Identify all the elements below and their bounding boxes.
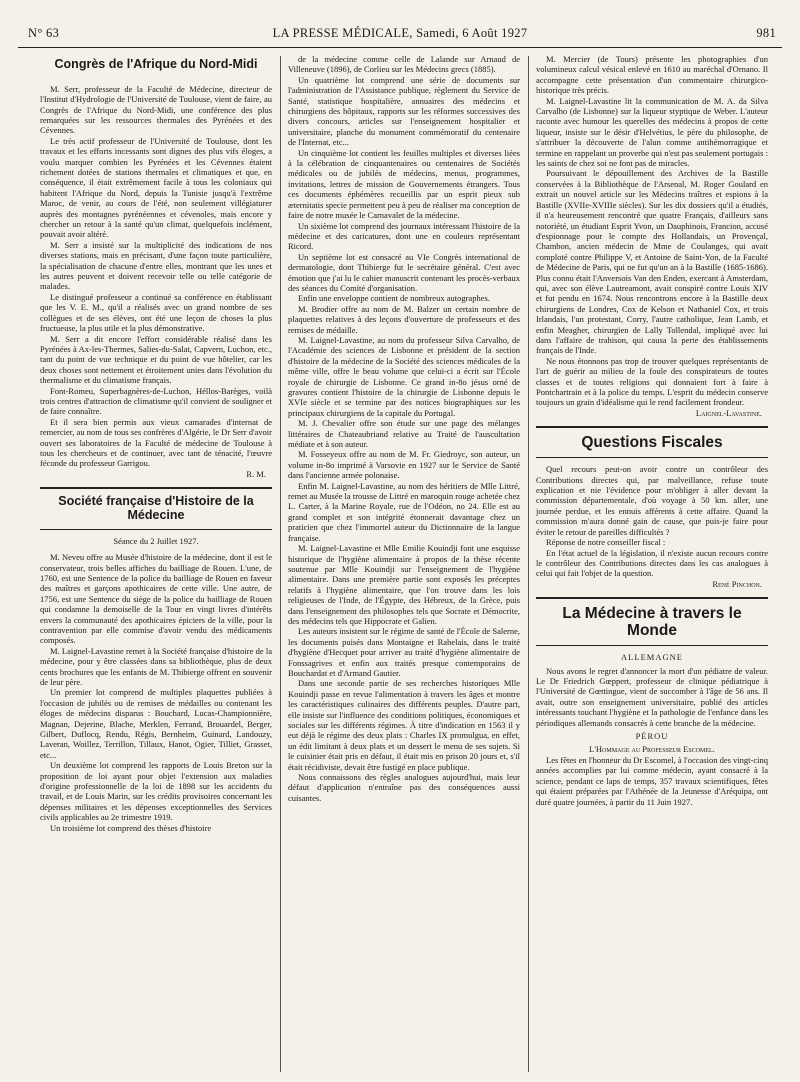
columns [40, 54, 780, 1074]
paragraph: Et il sera bien permis aux vieux camarades d'internat de remercier, au nom de tous ses confrères d'Algérie, le Dr Serr d'avoir ouvert ses laboratoires de la Faculté de médecine de Toulouse à tous les chercheurs et de continuer, avec tant de ténacité, l'œuvre féconde du professeur Garrigou. [40, 416, 272, 469]
title-rule [536, 457, 768, 458]
societe-article-end [536, 54, 768, 408]
journal-title: LA PRESSE MÉDICALE, Samedi, 6 Août 1927 [272, 26, 528, 40]
article-separator [536, 597, 768, 599]
pinchon-signature: René Pinchon. [712, 578, 762, 589]
paragraph: M. Laignel-Lavastine et Mlle Emilie Kouindji font une esquisse historique de l'hygiène alimentaire à propos de la thèse récente soutenue par Mlle Kouindji sur l'enseignement de l'hygiène alimentaire. Dans une première partie sont exposés les préceptes relatifs à l'hygiène alimentaire, que l'on trouve dans les lois religieuses de l'Inde, de l'Égypte, des Hébreux, de la Grèce, puis dans l'enseignement des philosophes tels que Socrate et Démocrite, des médecins tels que Hippocrate et Galien. [288, 543, 520, 626]
seance-date: Séance du 2 Juillet 1927. [113, 535, 199, 546]
article-separator [40, 487, 272, 489]
paragraph: M. Serr a insisté sur la multiplicité des indications de nos diverses stations, mais en précisant, d'une façon toute particulière, la spécialisation de chacune d'entre elles, montrant que les unes et les autres peuvent et doivent recevoir telle ou telle catégorie de malades. [40, 239, 272, 292]
header-rule [18, 47, 782, 48]
paragraph: Nous connaissons des règles analogues aujourd'hui, mais leur défaut d'application n'entraîne pas des conséquences aussi cuisantes. [288, 772, 520, 803]
paragraph: M. Laignel-Lavastine lit la communication de M. A. da Silva Carvalho (de Lisbonne) sur la liqueur styptique de Weber. L'auteur raconte avec humour les querelles des médecins à propos de cette liqueur, insiste sur le désir d'Helvétius, le père du philosophe, de s'attribuer la découverte de l'alun comme antihémorragique et termine en rappelant un proverbe qui n'est pas seulement portugais : les saints de chez soi ne font pas de miracles. [536, 95, 768, 169]
paragraph: M. Neveu offre au Musée d'histoire de la médecine, dont il est le conservateur, trois belles affiches du bailliage de Rouen. L'une, de 1760, est une Sentence de la police du bailliage de Rouen en faveur des maîtres et garçons apothicaires de cette ville. Une autre, de 1756, est une Sentence du siège de la police du bailliage de Rouen qui condamne la demoiselle de la Tour en vingt livres d'intérêts envers la communauté des apothicaires épiciers de la ville, pour la contravention par elle commise d'avoir vendu des médicaments composés. [40, 552, 272, 646]
societe-article-continued [288, 54, 520, 803]
paragraph: Un sixième lot comprend des journaux intéressant l'histoire de la médecine et des caricatures, dont une en couleurs représentant Ricord. [288, 220, 520, 252]
paragraph: Un premier lot comprend de multiples plaquettes publiées à l'occasion de jubilés ou de remises de médailles ou contenant les éloges de médecins disparus : Bouchard, Lucas-Championnière, Magnan, Dejerine, Blache, Merklen, Ferrand, Brouardel, Berger, Gilbert, Duflocq, Rendu, Régis, Bernheim, Guinard, Landouzy, Laveran, Woillez, Terrillon, Tillaux, Hanot, Ogier, Tilliet, Grasset, etc... [40, 687, 272, 760]
hommage-heading: L'Hommage au Professeur Escomel. [589, 744, 715, 755]
paragraph: M. Serr a dit encore l'effort considérable réalisé dans les Pyrénées à Ax-les-Thermes, Salies-du-Salat, Capvern, Luchon, etc., tant du point de vue technique et du point de vue hôtelier, car les deux choses sont nettement et étroitement unies dans l'évolution du thermalisme et du climatisme français. [40, 333, 272, 386]
congres-article [40, 84, 272, 469]
paragraph: M. Laignel-Lavastine, au nom du professeur Silva Carvalho, de l'Académie des sciences de Lisbonne et président de la section d'histoire de la médecine de la Société des sciences médicales de la même ville, offre le beau volume que celui-ci a écrit sur l'École royale de chirurgie de Lisbonne. Ce grand in-8o jésus orné de gravures contient l'histoire de la chirurgie de Lisbonne depuis le XVIe siècle et se termine par des notices biographiques sur les principaux chirurgiens de la capitale du Portugal. [288, 334, 520, 418]
paragraph: M. Laignel-Lavastine remet à la Société française d'histoire de la médecine, pour y être classées dans sa bibliothèque, plus de deux cents brochures que les enfants de M. Thibierge offrent en souvenir de leur père. [40, 645, 272, 687]
title-rule [40, 529, 272, 530]
column-2 [288, 54, 520, 1074]
paragraph: de la médecine comme celle de Lalande sur Arnaud de Villeneuve (1896), de Corlieu sur les Médecins grecs (1885). [288, 54, 520, 75]
title-rule [536, 645, 768, 646]
questions-fiscales-title: Questions Fiscales [581, 434, 723, 452]
societe-article [40, 552, 272, 833]
paragraph: M. Mercier (de Tours) présente les photographies d'un volumineux calcul vésical enlevé en 1610 au maréchal d'Ornano. Il accompagne cette présentation d'un commentaire chirurgico-historique très précis. [536, 54, 768, 96]
paragraph: Réponse de notre conseiller fiscal : [546, 537, 666, 548]
perou-heading: PÉROU [635, 731, 669, 742]
medecine-monde-title: La Médecine à travers le Monde [562, 605, 742, 640]
paragraph: Poursuivant le dépouillement des Archives de la Bastille conservées à la Bibliothèque de l'Arsenal, M. Roger Goulard en extrait un nouvel article sur les Médecins traîtres et espions à la Bastille (XVIIe-XVIIIe siècles). Sur les dix dossiers qu'il a étudiés, il n'a heureusement rencontré que quatre Français, d'ailleurs sans notoriété, un étudiant Esprit Yvon, un Dauphinois, Francion, accusé d'espionnage pour le compte des Hollandais, un Provençal, Chambon, ancien médecin de Mme de Coulanges, qui avait comploté contre Philippe V, et Antoine de Saint-Yon, de la Faculté de Médecine de Paris, qui ne fut qu'un an à la Bastille (1685-1686). Plus connu était l'Anversois Van den Enden, exercant à Amsterdam, qui, avec son élève Lautreamont, avait conspiré contre Louis XIV et fut pendu en 1674. Nous rencontrons encore à la Bastille deux chirurgiens de Londres, Cox de Kelson et Nathaniel Cox, et trois Irlandais, l'un protestant, Corry, l'autre catholique, Jean Lamb, et enfin Meagher, chirurgien de Lally Tollendal, impliqué avec lui dans l'affaire de trahison, qui causa la perte des établissements français de l'Inde. [536, 168, 768, 356]
paragraph: Enfin M. Laignel-Lavastine, au nom des héritiers de Mlle Littré, remet au Musée la trousse de Littré en maroquin rouge achetée chez L. Carter, à la Marine Royale, rue de l'Odéon, no 24. Elle est au grand complet et son intégrité étonnerait davantage chez un praticien que chez l'immortel auteur du Dictionnaire de la langue française. [288, 480, 520, 543]
paragraph: Quel recours peut-on avoir contre un contrôleur des Contributions directes qui, par malveillance, refuse toute explication et nie l'évidence pour m'obliger à aller devant la commission départementale, d'où voyage à 50 km. aller, une journée perdue, et les ennuis afférents à cette affaire. Quand la commission m'aura donné gain de cause, que puis-je faire pour éviter le retour de pareilles difficultés ? [536, 464, 768, 537]
societe-title: Société française d'Histoire de la Médecine [58, 494, 254, 522]
page-header [18, 26, 782, 46]
paragraph: En l'état actuel de la législation, il n'existe aucun recours contre le contrôleur des Contributions directes dans les cas analogues à celui qui fait l'objet de la question. [536, 547, 768, 579]
allemagne-heading: ALLEMAGNE [621, 652, 683, 663]
paragraph: M. Brodier offre au nom de M. Balzer un certain nombre de plaquettes relatives à des leçons d'ouverture de professeurs et des remises de médaille. [288, 303, 520, 335]
paragraph: Les auteurs insistent sur le régime de santé de l'École de Salerne, les documents puisés dans Montaigne et Rabelais, dans le traité d'hygiène d'Hecquet pour arriver au traité d'hygiène alimentaire de Fonssagrives et enfin aux traités presque contemporains de Bouchardat et d'Armand Gautier. [288, 626, 520, 678]
paragraph: M. Serr, professeur de la Faculté de Médecine, directeur de l'Institut d'Hydrologie de l'Université de Toulouse, vient de faire, au Congrès de l'Afrique du Nord-Midi, une conférence des plus remarquées sur les ressources thermales des Pyrénées et des Cévennes. [40, 83, 272, 136]
perou-paragraph: Les fêtes en l'honneur du Dr Escomel, à l'occasion des vingt-cinq années accomplies par lui comme médecin, ayant consacré à la science, pendant ce laps de temps, 357 travaux scientifiques, fêtes qui étaient préparées par l'Athénée de la Jeunesse d'Aréquipa, ont duré quatre journées, à partir du 11 Juin 1927. [536, 754, 768, 807]
column-1 [40, 54, 272, 1074]
paragraph: Le distingué professeur a continué sa conférence en établissant que les V. E. M., qu'il a réalisés avec un grand nombre de ses collègues et de ses élèves, ont été une leçon de choses la plus fructueuse, la plus utile et la plus démonstrative. [40, 291, 272, 334]
paragraph: Un quatrième lot comprend une série de documents sur l'administration de l'Assistance publique, règlement du Service de Santé, statistique hospitalière, annuaires des médecins et chirurgiens des hôpitaux, rapports sur les réformes successives des divers concours, articles sur l'enseignement hospitalier et universitaire, planche du monument commémoratif du centenaire de l'Internat, etc... [288, 74, 520, 148]
paragraph: Font-Romeu, Superbagnères-de-Luchon, Héllos-Barèges, voilà trois centres d'attraction de climatisme qu'il convient de souligner et de faire connaître. [40, 385, 272, 417]
paragraph: Un deuxième lot comprend les rapports de Louis Breton sur la proposition de loi ayant pour objet l'extension aux maladies d'origine professionnelle de la loi de 1898 sur les accidents du travail, et de Louis Marin, sur les crédits provisoires concernant les dépenses militaires et les dépenses exceptionnelles des Services civils applicables au 2e trimestre 1919. [40, 760, 272, 823]
allemagne-paragraph: Nous avons le regret d'annoncer la mort d'un pédiatre de valeur. Le Dr Friedrich Gœppert, professeur de clinique pédiatrique à l'Université de Gœttingue, vient de succomber à l'âge de 56 ans. Il avait, outre son enseignement universitaire, publié des articles intéressants touchant l'hygiène et la pathologie de l'enfance dans les périodiques allemands consacrés à cette branche de la médecine. [536, 665, 768, 728]
laignel-signature: Laignel-Lavastine. [695, 407, 762, 418]
paragraph: Un troisième lot comprend des thèses d'histoire [50, 822, 212, 833]
paragraph: M. J. Chevalier offre son étude sur une page des mélanges littéraires de Chateaubriand relative au Traité de l'auscultation médiate et à son auteur. [288, 418, 520, 450]
questions-article [536, 464, 768, 578]
paragraph: Ne nous étonnons pas trop de trouver quelques représentants de l'art de guérir au milieu de la foule des conspirateurs de toutes classes et de toutes religions qui donnaient fort à faire à Pontchartrain et à la police du temps. L'esprit du médecin conserve toujours un grain d'idéalisme qui le rend facilement frondeur. [536, 355, 768, 408]
issue-number: N° 63 [28, 26, 60, 40]
paragraph: Dans une seconde partie de ses recherches historiques Mlle Kouindji passe en revue l'alimentation à travers les âges et montre les caractéristiques culinaires des différents peuples. D'autre part, elle insiste sur l'influence des conditions politiques, économiques et sociales sur les différents régimes. À titre d'indication en 1563 il y eut déjà le régime des deux plats : Charles IX promulgua, en effet, un édit limitant à deux plats et un dessert le menu de ses sujets. Si le cuisinier était pris en défaut, il était mis en prison 20 jours et, s'il était récidiviste, devait être fustigé en place publique. [288, 678, 520, 772]
column-3 [536, 54, 768, 1074]
paragraph: Un cinquième lot contient les feuilles multiples et diverses liées à la célébration de cinquantenaires ou centenaires de Sociétés médicales ou de jubilés de médecins, menus, programmes, invitations, lettres de mission de Gouvernements étrangers. Tous ces documents éphémères recueillis par un esprit pieux sub æternitatis specie permettent peu à peu de réaliser ma conception de faire de notre musée le Carnavalet de la médecine. [288, 147, 520, 221]
paragraph: Le très actif professeur de l'Université de Toulouse, dont les travaux et les efforts incessants sont dignes des plus vifs éloges, a voulu marquer combien les Pyrénées et les Cévennes étaient richement dotées de stations thermales et climatiques et que, en conséquence, il était extrêmement facile à tous les coloniaux qui habitent l'Afrique du Nord, depuis la Tunisie jusqu'à l'extrême Maroc, de venir, au cours de l'été, non seulement villégiaturer auprès des montagnes pyrénéennes et cévenoles, mais encore y chercher un retour à la santé qu'un climat, quelquefois inclément, pouvait avoir altéré. [40, 135, 272, 240]
page-number: 981 [756, 26, 776, 40]
paragraph: Un septième lot est consacré au VIe Congrès international de dermatologie, dont Thibierge fut le secrétaire général. C'est avec émotion que j'ai lu le cahier manuscrit contenant les procès-verbaux des séances du Comité d'organisation. [288, 251, 520, 293]
congres-title: Congrès de l'Afrique du Nord-Midi [54, 57, 258, 71]
paragraph: Enfin une enveloppe contient de nombreux autographes. [298, 293, 490, 304]
paragraph: M. Fosseyeux offre au nom de M. Fr. Giedroyc, son auteur, un volume in-8o imprimé à Varsovie en 1927 sur le Service de Santé dans l'ancienne armée polonaise. [288, 449, 520, 481]
article-separator [536, 426, 768, 428]
congres-signature: R. M. [246, 468, 266, 479]
